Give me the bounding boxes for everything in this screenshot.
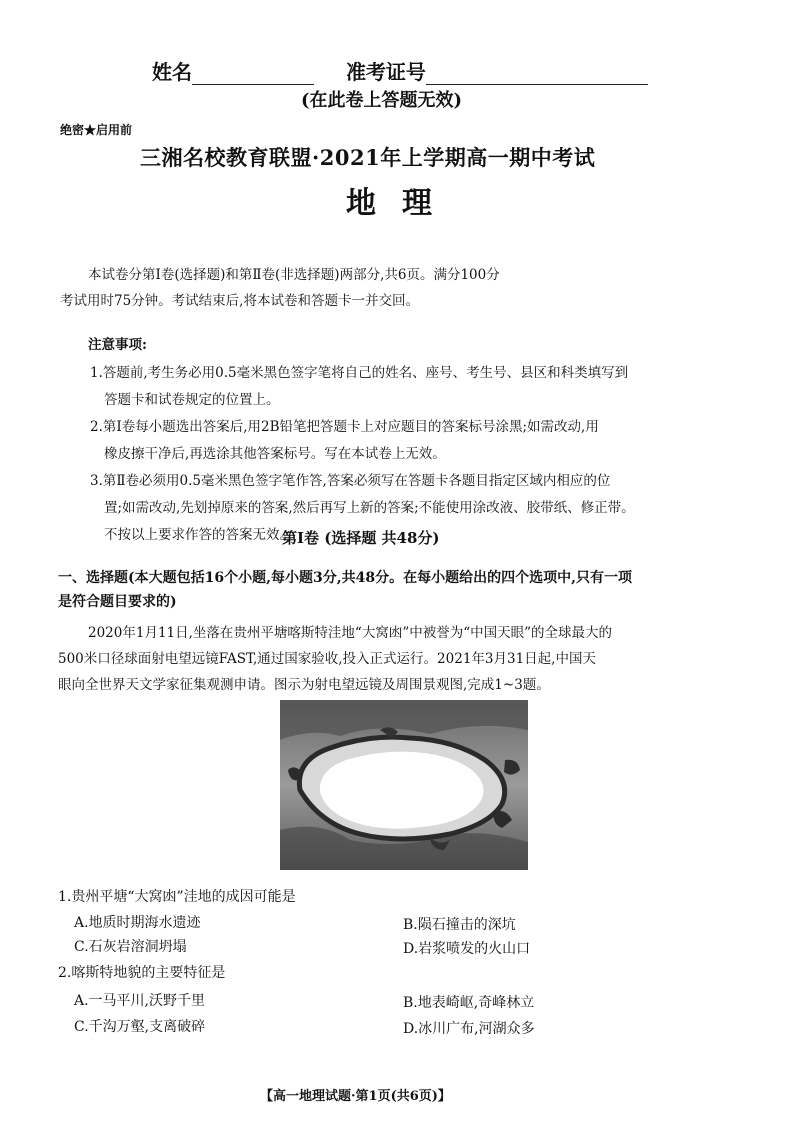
- no-answer-notice: (在此卷上答题无效): [301, 90, 463, 111]
- fast-telescope-photo: [280, 700, 528, 870]
- notes-heading: 注意事项:: [88, 337, 147, 353]
- note-line: 置;如需改动,先划掉原来的答案,然后再写上新的答案;不能使用涂改液、胶带纸、修正带。: [104, 500, 635, 516]
- passage-line: 500米口径球面射电望远镜FAST,通过国家验收,投入正式运行。2021年3月31日起,中国天: [58, 651, 596, 667]
- page-footer: 【高一地理试题·第1页(共6页)】: [260, 1089, 451, 1104]
- note-item: [90, 360, 755, 414]
- section-title: 第Ⅰ卷 (选择题 共48分): [282, 529, 440, 547]
- exam-intro: [60, 262, 740, 314]
- option[interactable]: D.冰川广布,河湖众多: [403, 1021, 535, 1037]
- note-line: 橡皮擦干净后,再选涂其他答案标号。写在本试卷上无效。: [104, 446, 446, 462]
- exam-id-label: 准考证号: [345, 60, 426, 84]
- question-stem: 1.贵州平塘“大窝凼”洼地的成因可能是: [58, 889, 296, 905]
- option[interactable]: A.地质时期海水遗迹: [74, 915, 201, 931]
- choice-heading-line-2: 是符合题目要求的): [58, 594, 177, 610]
- name-blank[interactable]: [192, 66, 314, 85]
- note-item: [90, 414, 755, 468]
- option[interactable]: D.岩浆喷发的火山口: [403, 941, 531, 957]
- choice-section-heading: [58, 566, 758, 614]
- option[interactable]: C.千沟万壑,支离破碎: [74, 1019, 206, 1035]
- option[interactable]: C.石灰岩溶洞坍塌: [74, 939, 187, 955]
- note-line: 1.答题前,考生务必用0.5毫米黑色签字笔将自己的姓名、座号、考生号、县区和科类填写到: [90, 365, 629, 381]
- intro-line-1: 本试卷分第Ⅰ卷(选择题)和第Ⅱ卷(非选择题)两部分,共6页。满分100分: [88, 267, 500, 283]
- note-line: 2.第Ⅰ卷每小题选出答案后,用2B铅笔把答题卡上对应题目的答案标号涂黑;如需改动,用: [90, 419, 599, 435]
- fast-telescope-figure: [280, 700, 528, 870]
- name-label: 姓名: [152, 60, 192, 84]
- option[interactable]: B.地表崎岖,奇峰林立: [403, 995, 535, 1011]
- intro-line-2: 考试用时75分钟。考试结束后,将本试卷和答题卡一并交回。: [60, 293, 419, 309]
- option[interactable]: B.陨石撞击的深坑: [403, 917, 516, 933]
- secret-mark: 绝密★启用前: [60, 123, 133, 137]
- note-line: 3.第Ⅱ卷必须用0.5毫米黑色签字笔作答,答案必须写在答题卡各题目指定区域内相应的位: [90, 473, 611, 489]
- note-line: 答题卡和试卷规定的位置上。: [104, 392, 280, 408]
- choice-heading-line-1: 一、选择题(本大题包括16个小题,每小题3分,共48分。在每小题给出的四个选项中,只有一项: [58, 570, 632, 586]
- reading-passage: [58, 620, 763, 698]
- exam-title: 三湘名校教育联盟·2021年上学期高一期中考试: [140, 145, 596, 170]
- note-line: 不按以上要求作答的答案无效。: [104, 527, 293, 543]
- question-stem: 2.喀斯特地貌的主要特征是: [58, 965, 226, 981]
- option[interactable]: A.一马平川,沃野千里: [74, 993, 206, 1009]
- candidate-info-row: [152, 56, 648, 85]
- passage-line: 2020年1月11日,坐落在贵州平塘喀斯特洼地“大窝凼”中被誉为“中国天眼”的全球最大的: [88, 625, 613, 641]
- exam-id-blank[interactable]: [426, 66, 648, 85]
- subject-title: 地理: [346, 186, 458, 221]
- passage-line: 眼向全世界天文学家征集观测申请。图示为射电望远镜及周围景观图,完成1~3题。: [58, 677, 550, 693]
